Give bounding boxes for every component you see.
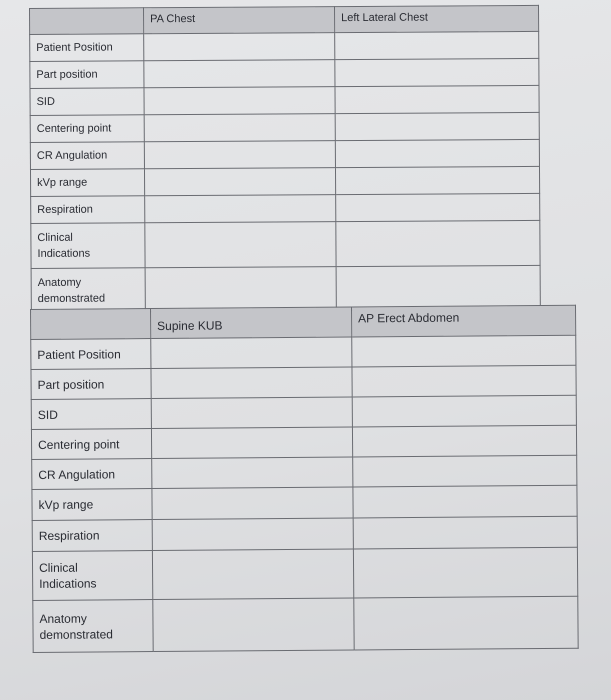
row-label-kvp-range: kVp range	[30, 169, 144, 197]
answer-cell	[353, 547, 577, 598]
row-label-patient-position: Patient Position	[30, 34, 144, 62]
answer-cell	[144, 168, 335, 196]
table-row	[31, 335, 576, 369]
table-row	[30, 139, 539, 169]
answer-cell	[152, 457, 353, 489]
table-row	[31, 425, 576, 459]
answer-cell	[335, 112, 539, 140]
table-row	[31, 220, 540, 268]
table-row	[32, 516, 577, 551]
answer-cell	[151, 337, 352, 369]
answer-cell	[152, 487, 353, 520]
answer-cell	[353, 485, 577, 518]
header-corner-cell	[30, 8, 144, 35]
table-row	[30, 85, 539, 115]
answer-cell	[336, 193, 540, 221]
table-row	[30, 58, 539, 88]
answer-cell	[151, 367, 352, 399]
column-header-left-lateral-chest: Left Lateral Chest	[334, 5, 538, 32]
answer-cell	[354, 596, 578, 650]
table-row	[30, 166, 539, 196]
answer-cell	[352, 335, 576, 367]
answer-cell	[335, 166, 539, 194]
table-row	[31, 395, 576, 429]
answer-cell	[335, 85, 539, 113]
row-label-respiration: Respiration	[31, 196, 145, 224]
row-label-cr-angulation: CR Angulation	[32, 459, 152, 490]
row-label-clinical-indications: Clinical Indications	[31, 223, 145, 269]
answer-cell	[153, 598, 354, 652]
table-row	[32, 547, 577, 600]
row-label-respiration: Respiration	[32, 520, 152, 552]
answer-cell	[145, 222, 336, 268]
table-header-row	[30, 5, 539, 34]
row-label-patient-position: Patient Position	[31, 339, 151, 370]
row-label-cr-angulation: CR Angulation	[30, 142, 144, 170]
answer-cell	[144, 60, 335, 88]
answer-cell	[335, 58, 539, 86]
table-row	[32, 455, 577, 489]
row-label-part-position: Part position	[31, 369, 151, 400]
row-label-anatomy-demonstrated: Anatomy demonstrated	[31, 268, 145, 313]
answer-cell	[144, 114, 335, 142]
positioning-table-abdomen	[30, 305, 579, 653]
table-row	[31, 193, 540, 223]
row-label-part-position: Part position	[30, 61, 144, 89]
answer-cell	[352, 365, 576, 397]
answer-cell	[336, 220, 540, 266]
row-label-centering-point: Centering point	[31, 429, 151, 460]
column-header-ap-erect-abdomen: AP Erect Abdomen	[351, 305, 575, 337]
answer-cell	[352, 425, 576, 457]
answer-cell	[144, 87, 335, 115]
answer-cell	[353, 516, 577, 549]
answer-cell	[144, 33, 335, 61]
column-header-pa-chest: PA Chest	[144, 7, 335, 34]
table-row	[33, 596, 578, 652]
table-row	[32, 485, 577, 520]
answer-cell	[335, 31, 539, 59]
answer-cell	[151, 427, 352, 459]
row-label-clinical-indications: Clinical Indications	[32, 551, 152, 601]
answer-cell	[151, 397, 352, 429]
table-header-row	[31, 305, 576, 339]
row-label-anatomy-demonstrated: Anatomy demonstrated	[33, 600, 153, 653]
table-row	[31, 365, 576, 399]
table-row	[30, 112, 539, 142]
answer-cell	[335, 139, 539, 167]
row-label-centering-point: Centering point	[30, 115, 144, 143]
answer-cell	[145, 195, 336, 223]
row-label-kvp-range: kVp range	[32, 489, 152, 521]
row-label-sid: SID	[31, 399, 151, 430]
answer-cell	[152, 518, 353, 551]
answer-cell	[152, 549, 353, 600]
row-label-sid: SID	[30, 88, 144, 116]
column-header-supine-kub: Supine KUB	[151, 307, 352, 339]
answer-cell	[145, 267, 336, 312]
answer-cell	[352, 395, 576, 427]
answer-cell	[336, 265, 540, 310]
answer-cell	[353, 455, 577, 487]
answer-cell	[144, 141, 335, 169]
table-row	[30, 31, 539, 61]
positioning-table-chest	[29, 5, 541, 313]
header-corner-cell	[31, 309, 151, 340]
